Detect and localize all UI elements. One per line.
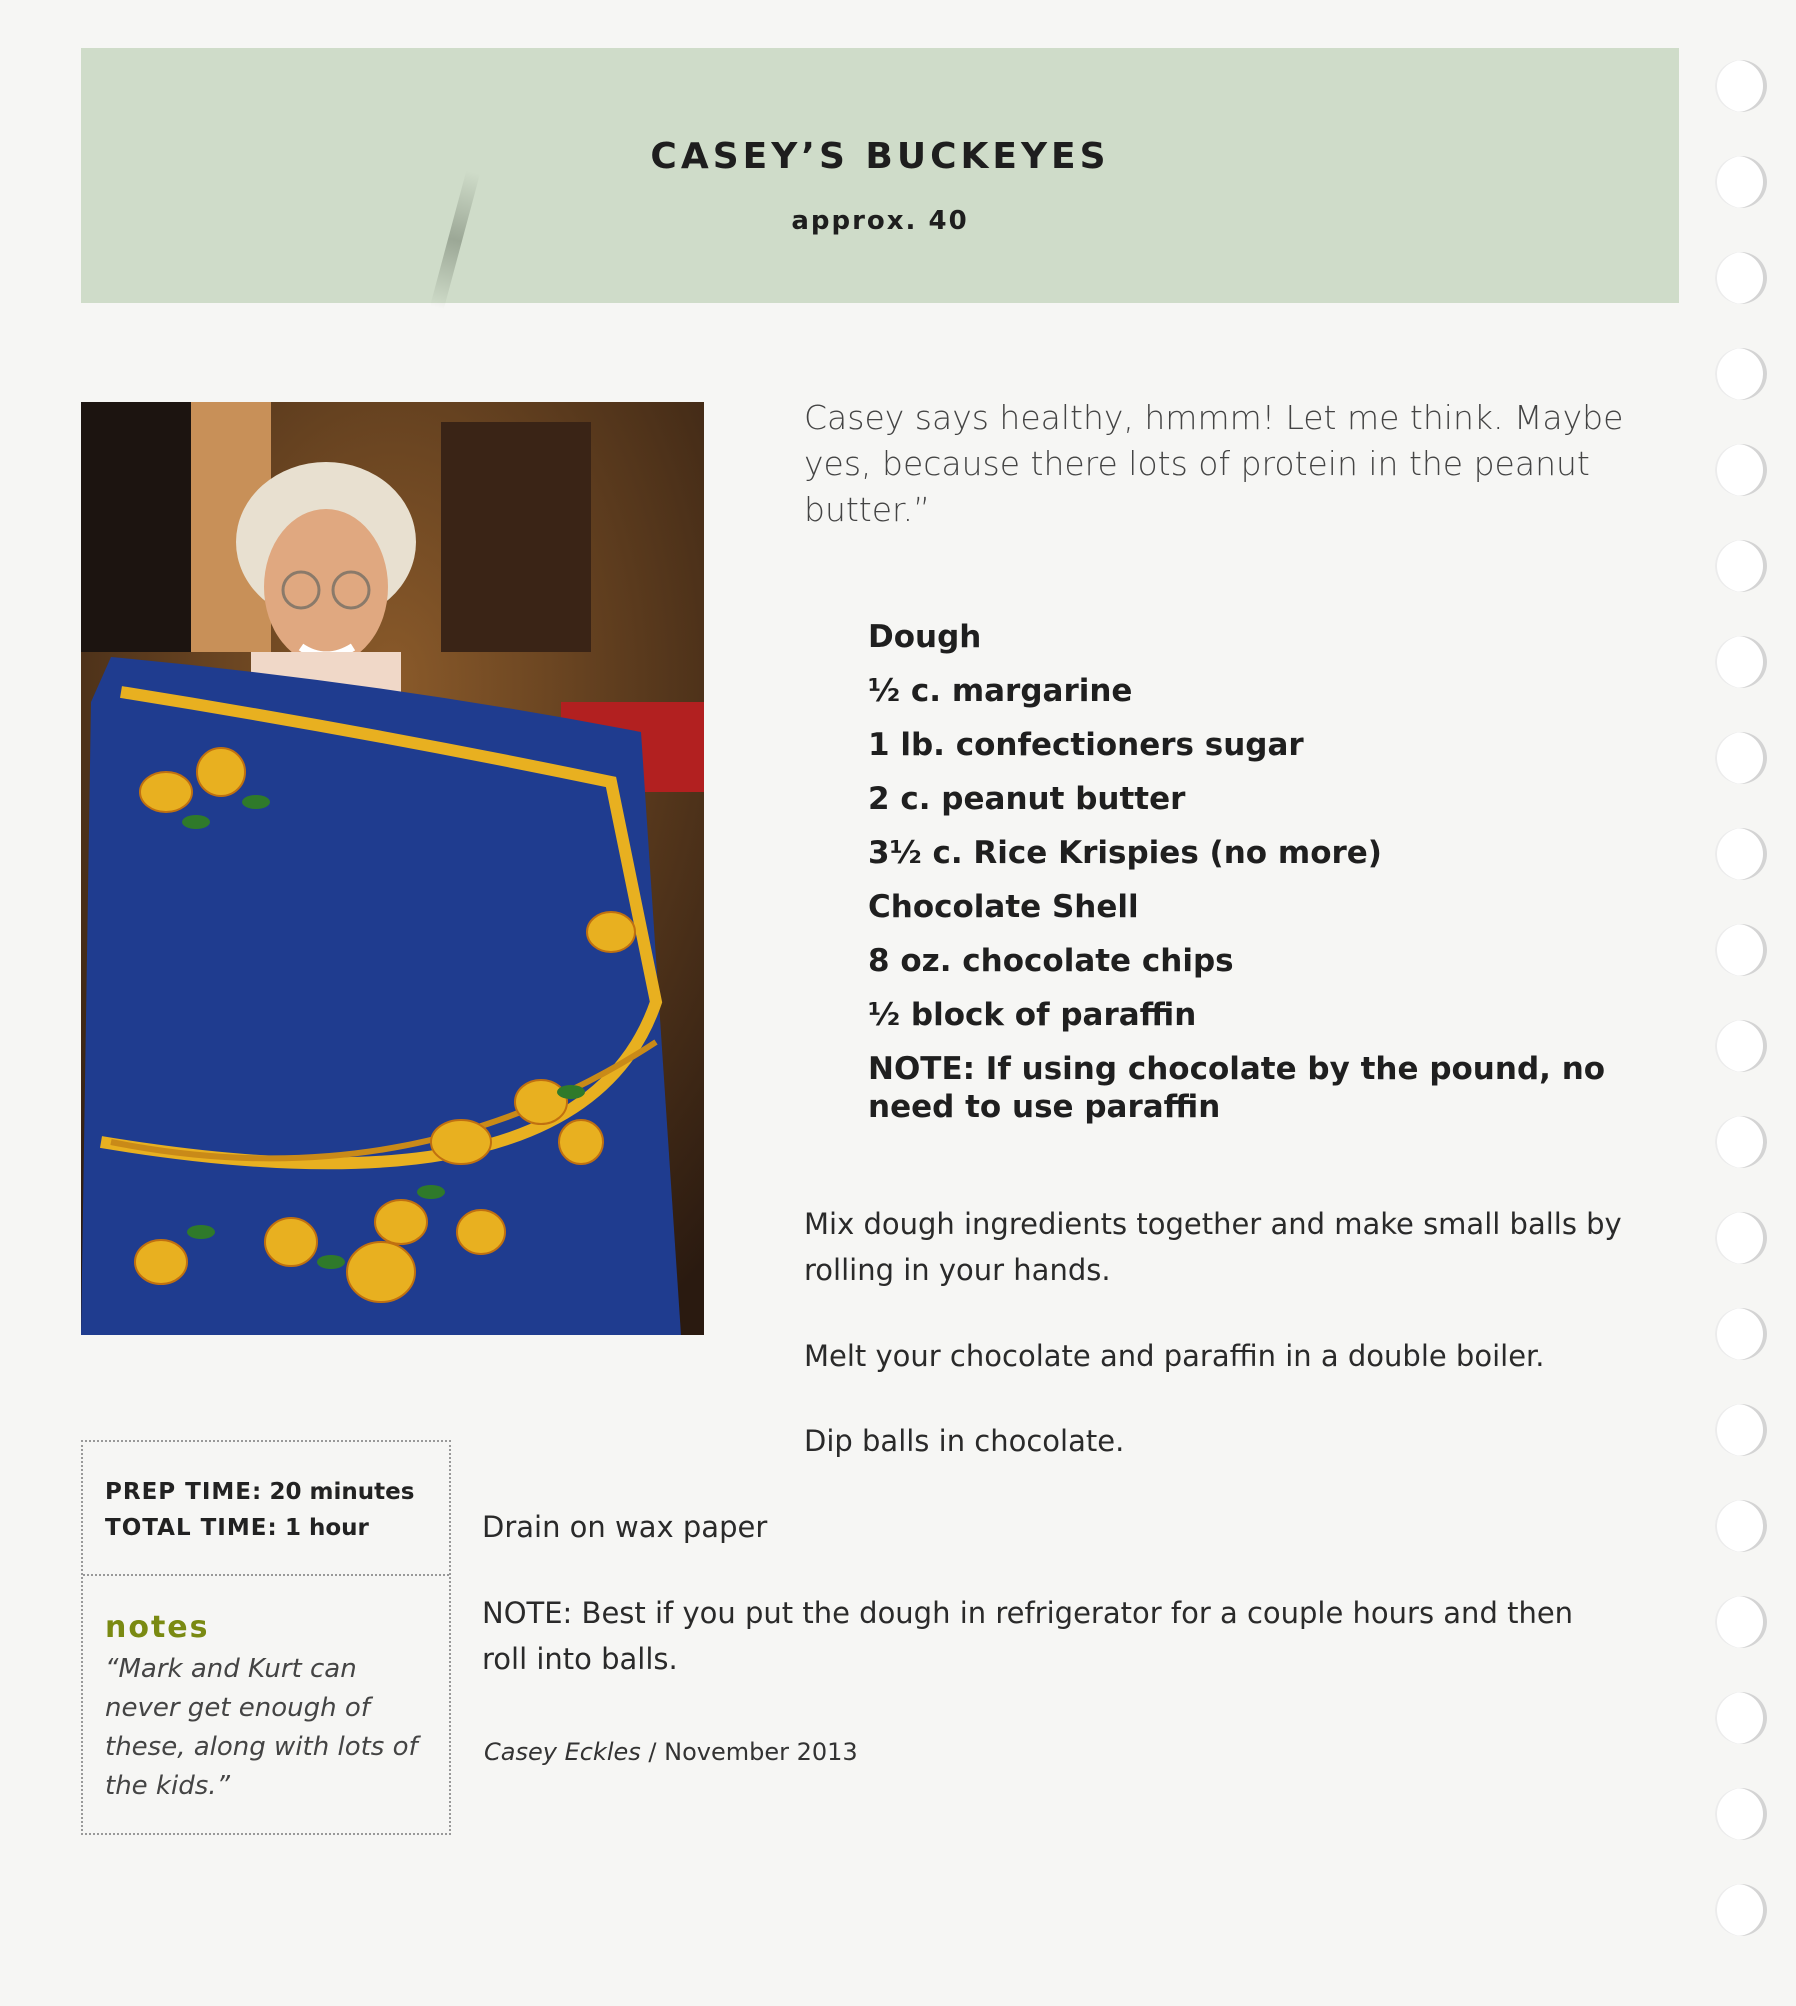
binder-hole bbox=[1715, 252, 1767, 304]
photo-woman-with-tablecloth bbox=[81, 402, 704, 1335]
intro-quote: Casey says healthy, hmmm! Let me think. Maybe yes, because there lots of protein in the peanut butter.” bbox=[804, 398, 1624, 529]
binder-hole bbox=[1715, 1404, 1767, 1456]
recipe-title: CASEY’S BUCKEYES bbox=[650, 136, 1110, 177]
ingredients-list bbox=[868, 618, 1628, 1142]
instruction-step: Mix dough ingredients together and make small balls by rolling in your hands. bbox=[804, 1207, 1622, 1287]
binder-hole bbox=[1715, 1692, 1767, 1744]
recipe-photo bbox=[81, 402, 704, 1335]
binder-hole bbox=[1715, 636, 1767, 688]
ingredient-section-chocolate-shell: Chocolate Shell bbox=[868, 889, 1139, 925]
ingredient-item: 8 oz. chocolate chips bbox=[868, 943, 1234, 979]
total-time-value: 1 hour bbox=[284, 1515, 369, 1541]
instruction-step: Dip balls in chocolate. bbox=[804, 1424, 1125, 1458]
ingredient-item: ½ c. margarine bbox=[868, 673, 1133, 709]
binder-hole bbox=[1715, 1020, 1767, 1072]
binder-hole bbox=[1715, 60, 1767, 112]
prep-time-row bbox=[105, 1474, 414, 1510]
prep-time-value: 20 minutes bbox=[269, 1479, 415, 1505]
binder-hole bbox=[1715, 348, 1767, 400]
notes-heading: notes bbox=[105, 1610, 210, 1645]
byline bbox=[484, 1738, 858, 1766]
instruction-step: Drain on wax paper bbox=[482, 1510, 768, 1544]
total-time-row bbox=[105, 1510, 414, 1546]
total-time-label: TOTAL TIME: bbox=[105, 1515, 278, 1541]
time-section bbox=[105, 1474, 414, 1546]
binder-hole bbox=[1715, 540, 1767, 592]
binder-hole bbox=[1715, 732, 1767, 784]
ingredient-item: 2 c. peanut butter bbox=[868, 781, 1186, 817]
binder-hole bbox=[1715, 1788, 1767, 1840]
binder-hole bbox=[1715, 444, 1767, 496]
notes-text: “Mark and Kurt can never get enough of these, along with lots of the kids.” bbox=[105, 1654, 418, 1801]
binder-hole bbox=[1715, 156, 1767, 208]
ingredient-section-dough: Dough bbox=[868, 619, 982, 655]
binder-hole bbox=[1715, 1308, 1767, 1360]
byline-date: November 2013 bbox=[664, 1738, 858, 1766]
binder-hole bbox=[1715, 828, 1767, 880]
ingredient-item: 1 lb. confectioners sugar bbox=[868, 727, 1304, 763]
ingredient-item: ½ block of paraffin bbox=[868, 997, 1197, 1033]
ingredient-item: 3½ c. Rice Krispies (no more) bbox=[868, 835, 1382, 871]
recipe-yield: approx. 40 bbox=[791, 206, 969, 236]
box-divider bbox=[83, 1574, 449, 1576]
prep-time-label: PREP TIME: bbox=[105, 1479, 263, 1505]
instruction-note: NOTE: Best if you put the dough in refrigerator for a couple hours and then roll into balls. bbox=[482, 1596, 1574, 1676]
binder-hole bbox=[1715, 1596, 1767, 1648]
byline-author: Casey Eckles bbox=[484, 1738, 641, 1766]
binder-hole bbox=[1715, 1212, 1767, 1264]
binder-holes bbox=[1715, 56, 1775, 1996]
instruction-step: Melt your chocolate and paraffin in a double boiler. bbox=[804, 1339, 1545, 1373]
ingredient-note: NOTE: If using chocolate by the pound, no need to use paraffin bbox=[868, 1051, 1606, 1125]
header-band bbox=[81, 48, 1679, 303]
binder-hole bbox=[1715, 924, 1767, 976]
byline-separator: / bbox=[640, 1738, 665, 1766]
binder-hole bbox=[1715, 1884, 1767, 1936]
binder-hole bbox=[1715, 1500, 1767, 1552]
time-and-notes-box bbox=[81, 1440, 451, 1835]
binder-hole bbox=[1715, 1116, 1767, 1168]
